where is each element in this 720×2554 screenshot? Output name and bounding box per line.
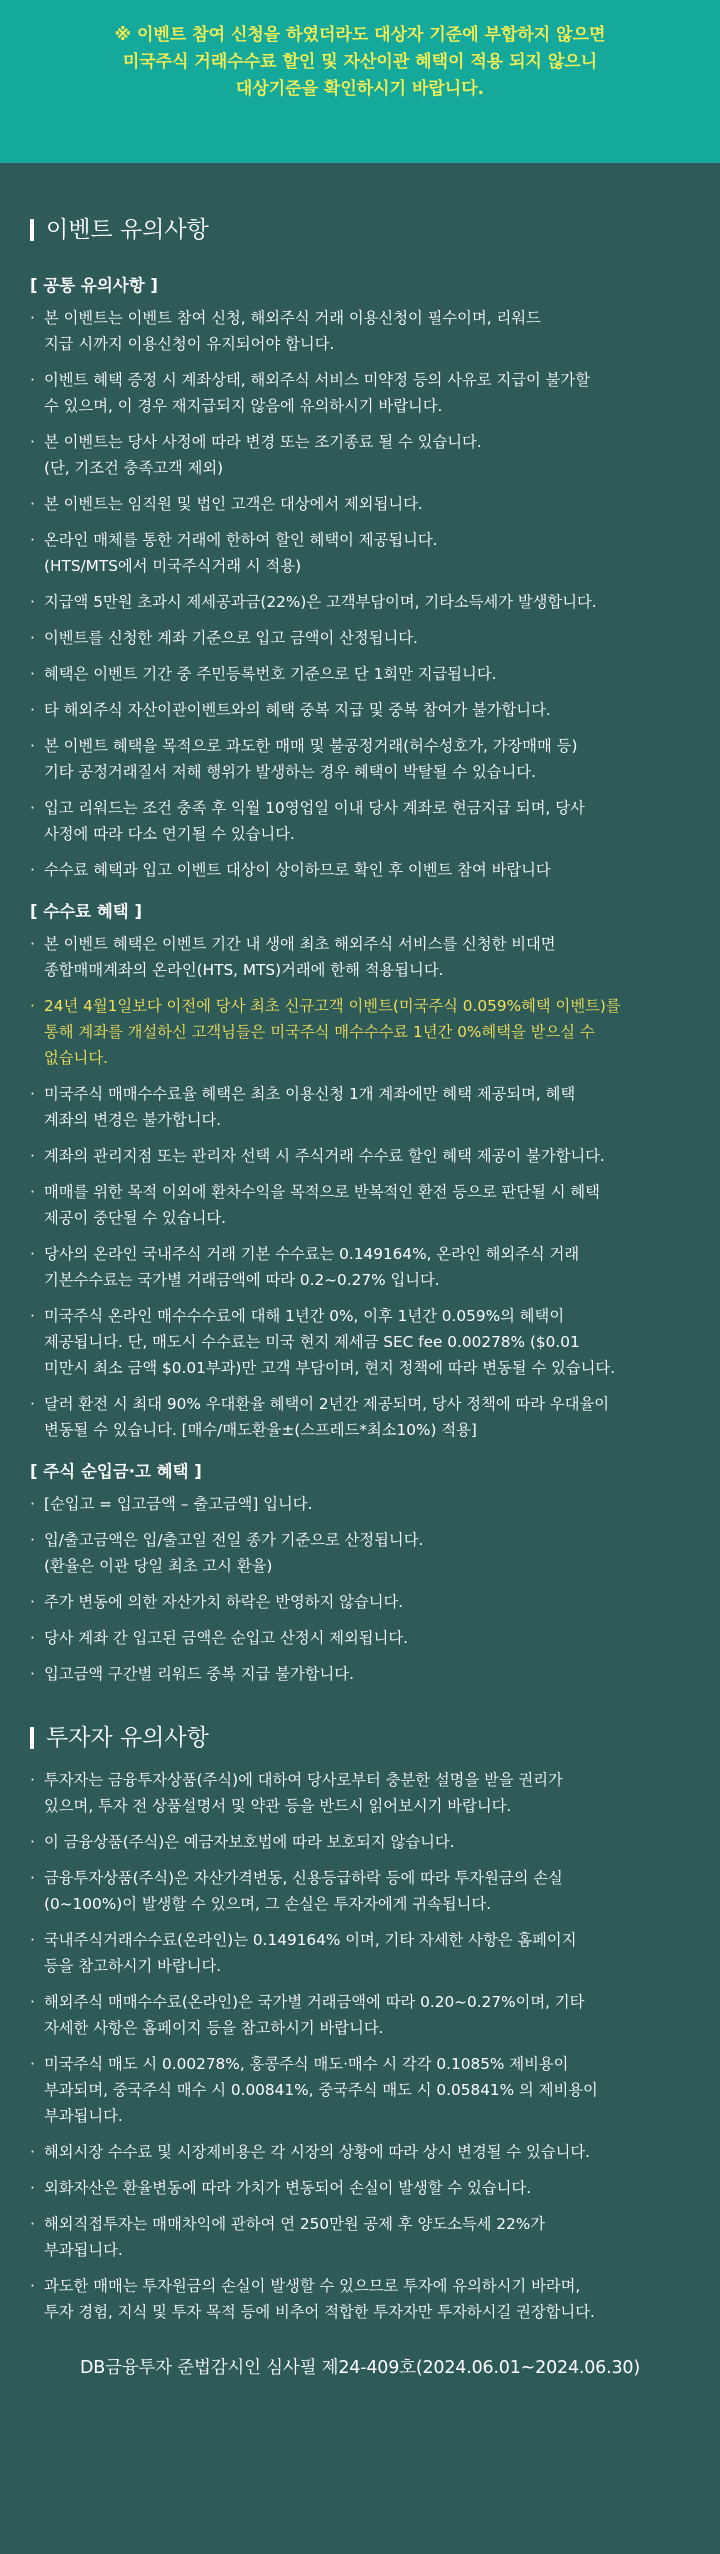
list-item: · 당사 계좌 간 입고된 금액은 순입고 산정시 제외됩니다.: [30, 1625, 690, 1651]
list-item: · 입고 리워드는 조건 충족 후 익월 10영업일 이내 당사 계좌로 현금지급 되며, 당사 사정에 따라 다소 연기될 수 있습니다.: [30, 795, 690, 847]
list-item: · 계좌의 관리지점 또는 관리자 선택 시 주식거래 수수료 할인 혜택 제공이 불가합니다.: [30, 1143, 690, 1169]
list-item: · 입/출고금액은 입/출고일 전일 종가 기준으로 산정됩니다. (환율은 이관 당일 최초 고시 환율): [30, 1527, 690, 1579]
list-item: · 본 이벤트 혜택은 이벤트 기간 내 생애 최초 해외주식 서비스를 신청한 비대면 종합매매계좌의 온라인(HTS, MTS)거래에 한해 적용됩니다.: [30, 931, 690, 983]
heading-bar: [30, 1727, 34, 1749]
inflow-benefit-title: [ 주식 순입금·고 혜택 ]: [30, 1462, 202, 1481]
list-item: · 달러 환전 시 최대 90% 우대환율 혜택이 2년간 제공되며, 당사 정책에 따라 우대율이 변동될 수 있습니다. [매수/매도환율±(스프레드*최소10%) 적용]: [30, 1391, 690, 1443]
list-item: · 투자자는 금융투자상품(주식)에 대하여 당사로부터 충분한 설명을 받을 권리가 있으며, 투자 전 상품설명서 및 약관 등을 반드시 읽어보시기 바랍니다.: [30, 1767, 690, 1819]
list-item: · 과도한 매매는 투자원금의 손실이 발생할 수 있으므로 투자에 유의하시기 바라며, 투자 경험, 지식 및 투자 목적 등에 비추어 적합한 투자자만 투자하시길 권장합니다.: [30, 2273, 690, 2325]
list-item: · 본 이벤트는 임직원 및 법인 고객은 대상에서 제외됩니다.: [30, 491, 690, 517]
common-notice-title: [ 공통 유의사항 ]: [30, 276, 158, 295]
banner-line: 대상기준을 확인하시기 바랍니다.: [235, 79, 485, 99]
event-notice-title: 이벤트 유의사항: [46, 217, 209, 243]
list-item: · 해외시장 수수료 및 시장제비용은 각 시장의 상황에 따라 상시 변경될 수 있습니다.: [30, 2139, 690, 2165]
list-item: · [순입고 = 입고금액 – 출고금액] 입니다.: [30, 1491, 690, 1517]
list-item: · 당사의 온라인 국내주식 거래 기본 수수료는 0.149164%, 온라인 해외주식 거래 기본수수료는 국가별 거래금액에 따라 0.2~0.27% 입니다.: [30, 1241, 690, 1293]
investor-notice-title: 투자자 유의사항: [46, 1725, 209, 1751]
list-item: · 입고금액 구간별 리워드 중복 지급 불가합니다.: [30, 1661, 690, 1687]
list-item: · 지급액 5만원 초과시 제세공과금(22%)은 고객부담이며, 기타소득세가 발생합니다.: [30, 589, 690, 615]
list-item: · 혜택은 이벤트 기간 중 주민등록번호 기준으로 단 1회만 지급됩니다.: [30, 661, 690, 687]
list-item: · 본 이벤트는 이벤트 참여 신청, 해외주식 거래 이용신청이 필수이며, 리워드 지급 시까지 이용신청이 유지되어야 합니다.: [30, 305, 690, 357]
list-item: · 수수료 혜택과 입고 이벤트 대상이 상이하므로 확인 후 이벤트 참여 바랍니다: [30, 857, 690, 883]
list-item: · 주가 변동에 의한 자산가치 하락은 반영하지 않습니다.: [30, 1589, 690, 1615]
compliance-footer: DB금융투자 준법감시인 심사필 제24-409호(2024.06.01~2024.06.30): [80, 2358, 640, 2378]
banner-line: ※ 이벤트 참여 신청을 하였더라도 대상자 기준에 부합하지 않으면: [114, 25, 606, 45]
list-item: · 해외주식 매매수수료(온라인)은 국가별 거래금액에 따라 0.20~0.27%이며, 기타 자세한 사항은 홈페이지 등을 참고하시기 바랍니다.: [30, 1989, 690, 2041]
fee-benefit-title: [ 수수료 혜택 ]: [30, 902, 143, 921]
list-item: · 이벤트 혜택 증정 시 계좌상태, 해외주식 서비스 미약정 등의 사유로 지급이 불가할 수 있으며, 이 경우 재지급되지 않음에 유의하시기 바랍니다.: [30, 367, 690, 419]
list-item: · 본 이벤트 혜택을 목적으로 과도한 매매 및 불공정거래(허수성호가, 가장매매 등) 기타 공정거래질서 저해 행위가 발생하는 경우 혜택이 박탈될 수 있습니다.: [30, 733, 690, 785]
list-item: · 온라인 매체를 통한 거래에 한하여 할인 혜택이 제공됩니다. (HTS/MTS에서 미국주식거래 시 적용): [30, 527, 690, 579]
event-notice-heading: [30, 215, 690, 245]
list-item: · 이벤트를 신청한 계좌 기준으로 입고 금액이 산정됩니다.: [30, 625, 690, 651]
investor-notice-heading: [30, 1723, 690, 1753]
list-item: · 24년 4월1일보다 이전에 당사 최초 신규고객 이벤트(미국주식 0.059%혜택 이벤트)를 통해 계좌를 개설하신 고객님들은 미국주식 매수수수료 1년간 0%혜택을 받으실 수 없습니다.: [30, 993, 690, 1071]
list-item: · 매매를 위한 목적 이외에 환차수익을 목적으로 반복적인 환전 등으로 판단될 시 혜택 제공이 중단될 수 있습니다.: [30, 1179, 690, 1231]
list-item: · 이 금융상품(주식)은 예금자보호법에 따라 보호되지 않습니다.: [30, 1829, 690, 1855]
banner-line: 미국주식 거래수수료 할인 및 자산이관 혜택이 적용 되지 않으니: [122, 52, 598, 72]
notice-banner: [0, 0, 720, 163]
list-item: · 본 이벤트는 당사 사정에 따라 변경 또는 조기종료 될 수 있습니다. (단, 기조건 충족고객 제외): [30, 429, 690, 481]
list-item: · 금융투자상품(주식)은 자산가격변동, 신용등급하락 등에 따라 투자원금의 손실 (0~100%)이 발생할 수 있으며, 그 손실은 투자자에게 귀속됩니다.: [30, 1865, 690, 1917]
heading-bar: [30, 219, 34, 241]
fee-benefit-list: [30, 931, 690, 1443]
list-item: · 국내주식거래수수료(온라인)는 0.149164% 이며, 기타 자세한 사항은 홈페이지 등을 참고하시기 바랍니다.: [30, 1927, 690, 1979]
list-item: · 미국주식 매매수수료율 혜택은 최초 이용신청 1개 계좌에만 혜택 제공되며, 혜택 계좌의 변경은 불가합니다.: [30, 1081, 690, 1133]
investor-notice-list: [30, 1767, 690, 2325]
list-item: · 외화자산은 환율변동에 따라 가치가 변동되어 손실이 발생할 수 있습니다.: [30, 2175, 690, 2201]
list-item: · 해외직접투자는 매매차익에 관하여 연 250만원 공제 후 양도소득세 22%가 부과됩니다.: [30, 2211, 690, 2263]
list-item: · 미국주식 온라인 매수수수료에 대해 1년간 0%, 이후 1년간 0.059%의 혜택이 제공됩니다. 단, 매도시 수수료는 미국 현지 제세금 SEC fee 0.00278% ($0.01 미만시 최소 금액 $0.01부과)만 고객 부담이며, 현지 정책에 따라 변동될 수 있습니다.: [30, 1303, 690, 1381]
common-notice-list: [30, 305, 690, 883]
notice-body: [0, 163, 720, 2381]
list-item: · 타 해외주식 자산이관이벤트와의 혜택 중복 지급 및 중복 참여가 불가합니다.: [30, 697, 690, 723]
inflow-benefit-list: [30, 1491, 690, 1687]
list-item: · 미국주식 매도 시 0.00278%, 홍콩주식 매도·매수 시 각각 0.1085% 제비용이 부과되며, 중국주식 매수 시 0.00841%, 중국주식 매도 시 0.05841% 의 제비용이 부과됩니다.: [30, 2051, 690, 2129]
